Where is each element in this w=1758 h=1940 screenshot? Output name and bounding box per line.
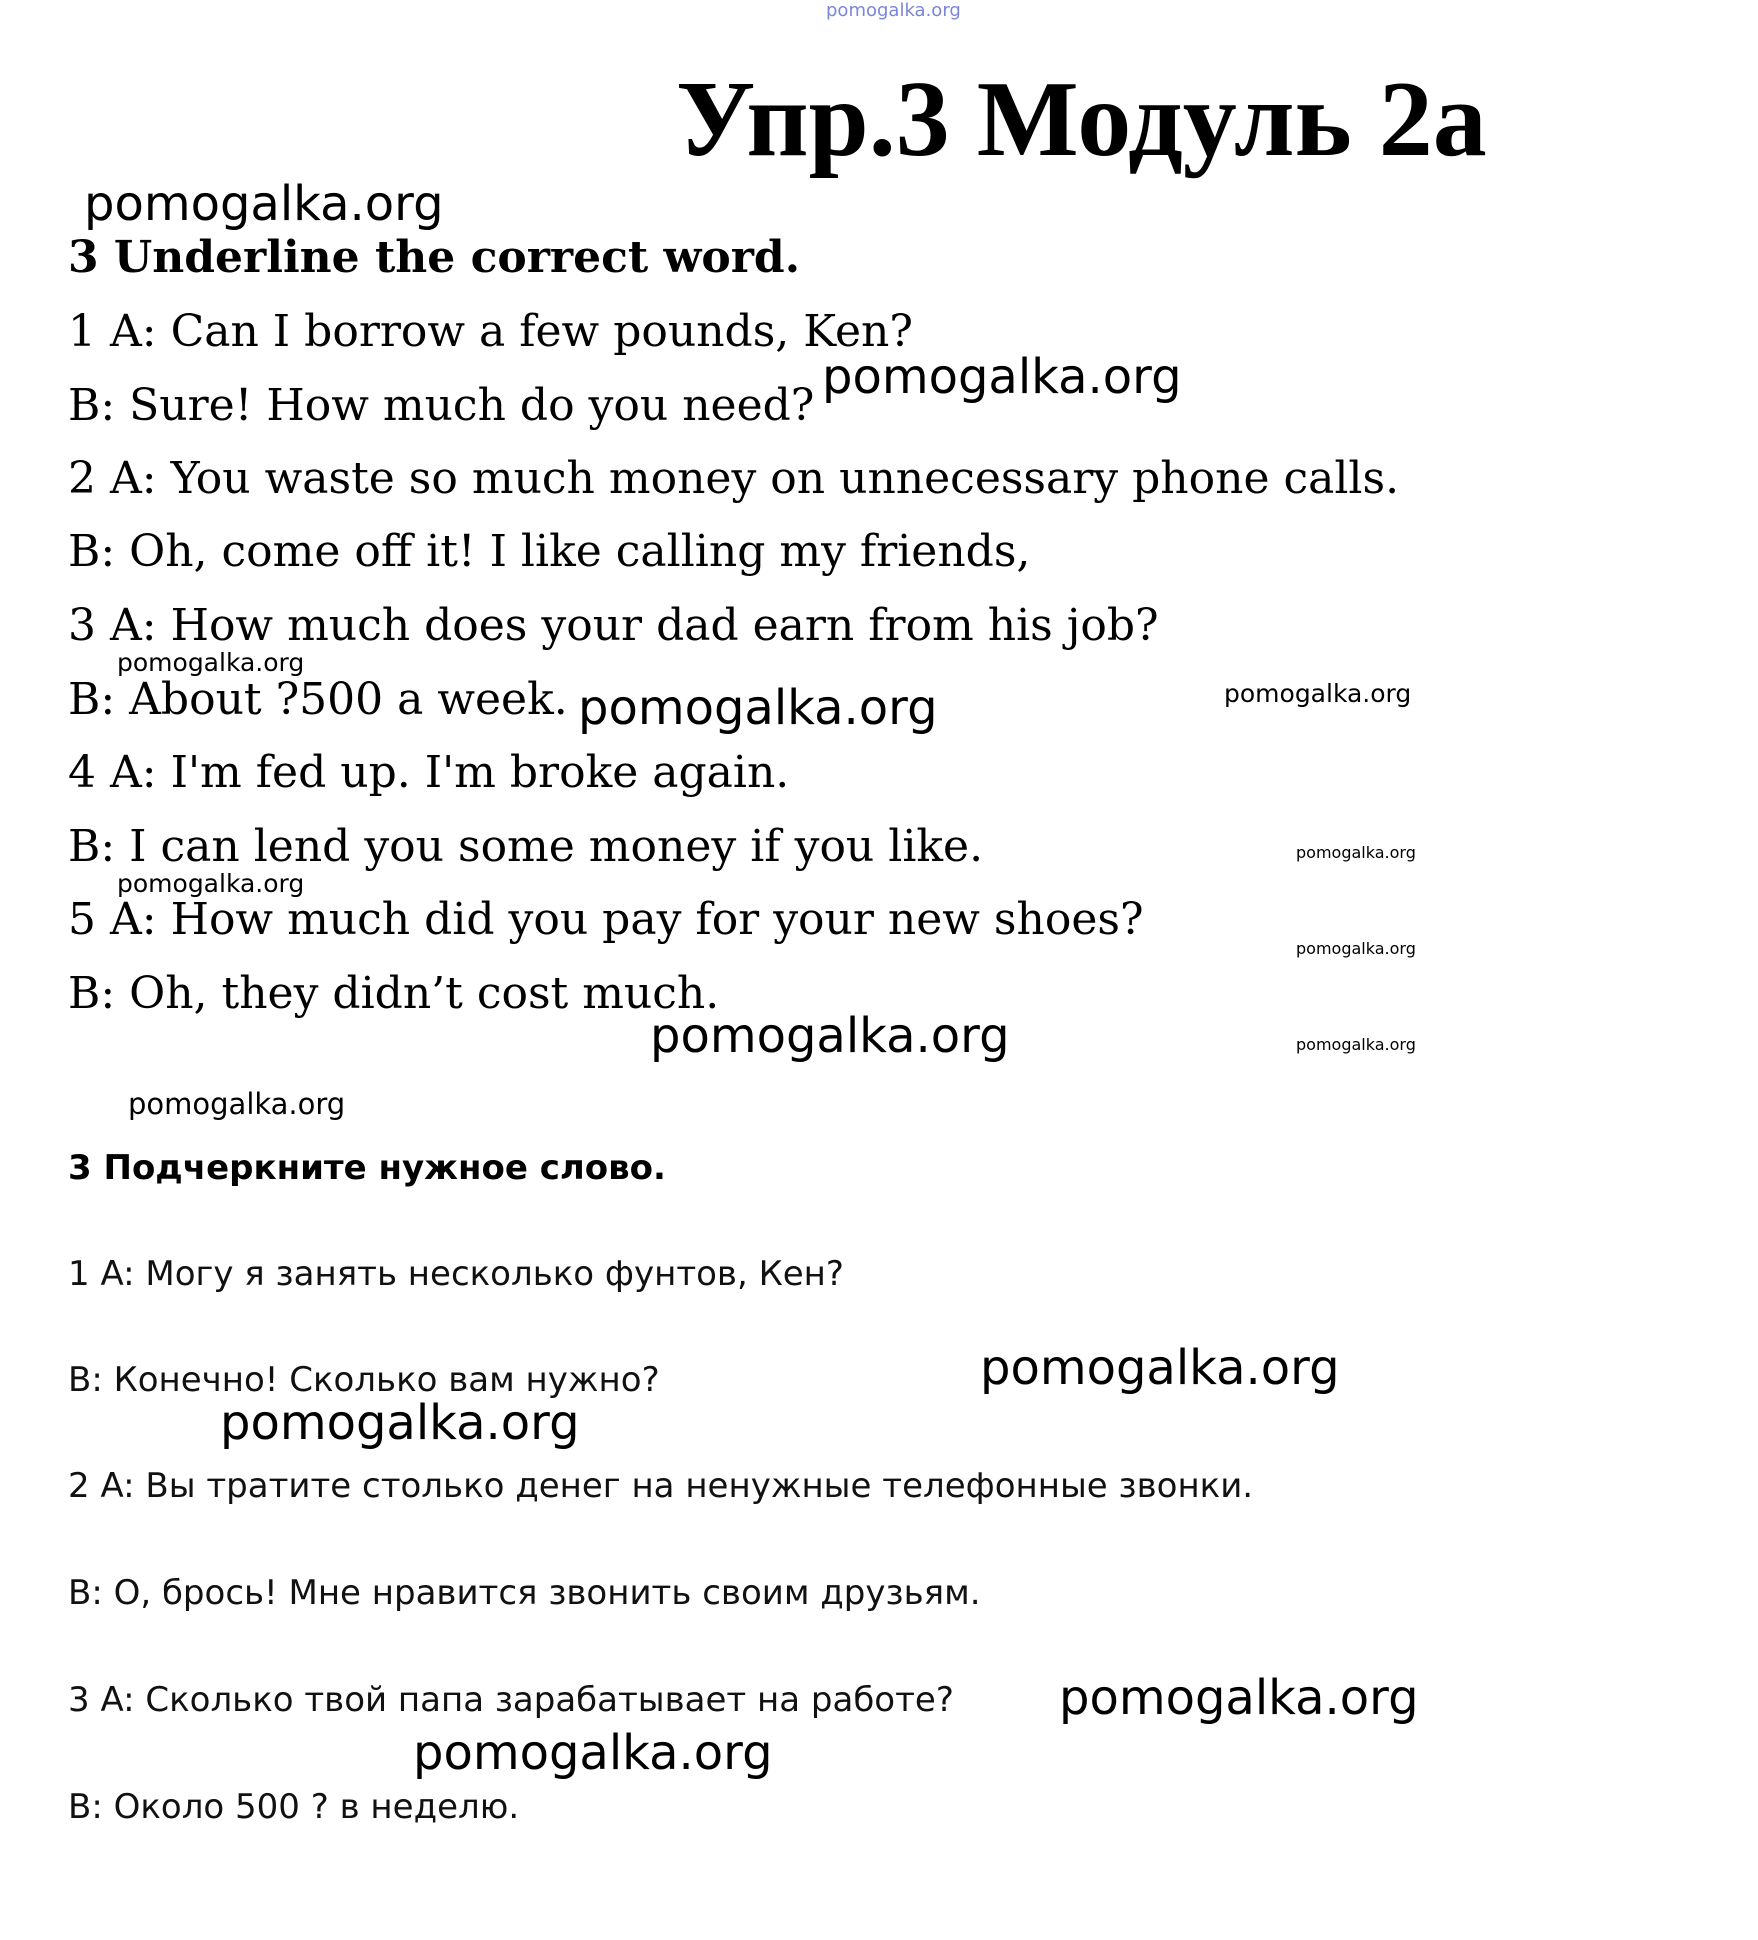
watermark: pomogalka.org — [650, 1008, 1010, 1064]
watermark: pomogalka.org — [822, 349, 1182, 405]
english-line: 5 A: How much did you pay for your new shoes? — [68, 894, 1144, 945]
watermark: pomogalka.org — [117, 869, 305, 898]
english-line: 1 A: Can I borrow a few pounds, Ken? — [68, 306, 913, 357]
watermark: pomogalka.org — [84, 176, 444, 232]
watermark: pomogalka.org — [128, 1087, 346, 1121]
russian-line: 3 A: Сколько твой папа зарабатывает на работе? — [68, 1680, 954, 1720]
watermark: pomogalka.org — [1296, 1035, 1416, 1054]
russian-line: 1 A: Могу я занять несколько фунтов, Кен? — [68, 1254, 844, 1294]
russian-line: 2 A: Вы тратите столько денег на ненужные телефонные звонки. — [68, 1466, 1254, 1506]
watermark: pomogalka.org — [1296, 939, 1416, 958]
watermark: pomogalka.org — [220, 1395, 580, 1451]
top-watermark: pomogalka.org — [826, 0, 961, 21]
english-line: 2 A: You waste so much money on unnecessary phone calls. — [68, 453, 1400, 504]
watermark: pomogalka.org — [1296, 843, 1416, 862]
page-title: Упр.3 Модуль 2а — [676, 60, 1487, 179]
english-heading: 3 Underline the correct word. — [68, 232, 801, 283]
watermark: pomogalka.org — [117, 648, 305, 677]
english-line: B: Sure! How much do you need? — [68, 380, 815, 431]
english-line: B: About ?500 a week. — [68, 674, 568, 725]
russian-heading: 3 Подчеркните нужное слово. — [68, 1148, 666, 1188]
watermark: pomogalka.org — [1224, 679, 1412, 708]
russian-line: B: Около 500 ? в неделю. — [68, 1787, 520, 1827]
watermark: pomogalka.org — [578, 680, 938, 736]
english-line: 4 A: I'm fed up. I'm broke again. — [68, 747, 790, 798]
english-line: 3 A: How much does your dad earn from his job? — [68, 600, 1159, 651]
russian-line: B: О, брось! Мне нравится звонить своим друзьям. — [68, 1573, 981, 1613]
watermark: pomogalka.org — [413, 1725, 773, 1781]
russian-line: B: Конечно! Сколько вам нужно? — [68, 1360, 660, 1400]
watermark: pomogalka.org — [1059, 1670, 1419, 1726]
english-line: B: Oh, they didn’t cost much. — [68, 968, 720, 1019]
english-line: B: Oh, come off it! I like calling my friends, — [68, 526, 1031, 577]
english-line: B: I can lend you some money if you like. — [68, 821, 984, 872]
watermark: pomogalka.org — [980, 1340, 1340, 1396]
